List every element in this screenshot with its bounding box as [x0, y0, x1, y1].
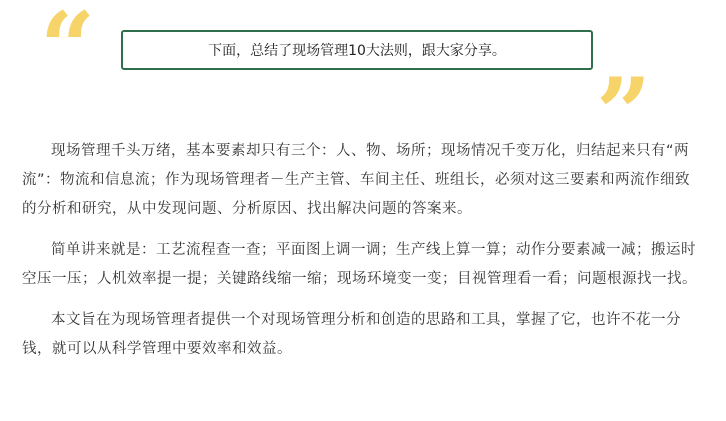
close-quote-icon: ”	[596, 57, 652, 170]
paragraph: 现场管理千头万绪，基本要素却只有三个：人、物、场所；现场情况千变万化，归结起来只有“两流”：物流和信息流；作为现场管理者－生产主管、车间主任、班组长，必须对这三要素和两流作细致的分析和研究，从中发现问题、分析原因、找出解决问题的答案来。	[22, 143, 691, 217]
paragraph: 本文旨在为现场管理者提供一个对现场管理分析和创造的思路和工具，掌握了它，也许不花一分钱，就可以从科学管理中要效率和效益。	[22, 312, 681, 357]
article-body	[22, 137, 704, 376]
callout-text: 下面，总结了现场管理10大法则，跟大家分享。	[208, 43, 506, 59]
paragraph: 简单讲来就是：工艺流程查一查；平面图上调一调；生产线上算一算；动作分要素减一减；搬运时空压一压；人机效率提一提；关键路线缩一缩；现场环境变一变；目视管理看一看；问题根源找一找。	[22, 242, 697, 287]
open-quote-icon: “	[40, 0, 96, 104]
callout-box	[121, 30, 593, 70]
